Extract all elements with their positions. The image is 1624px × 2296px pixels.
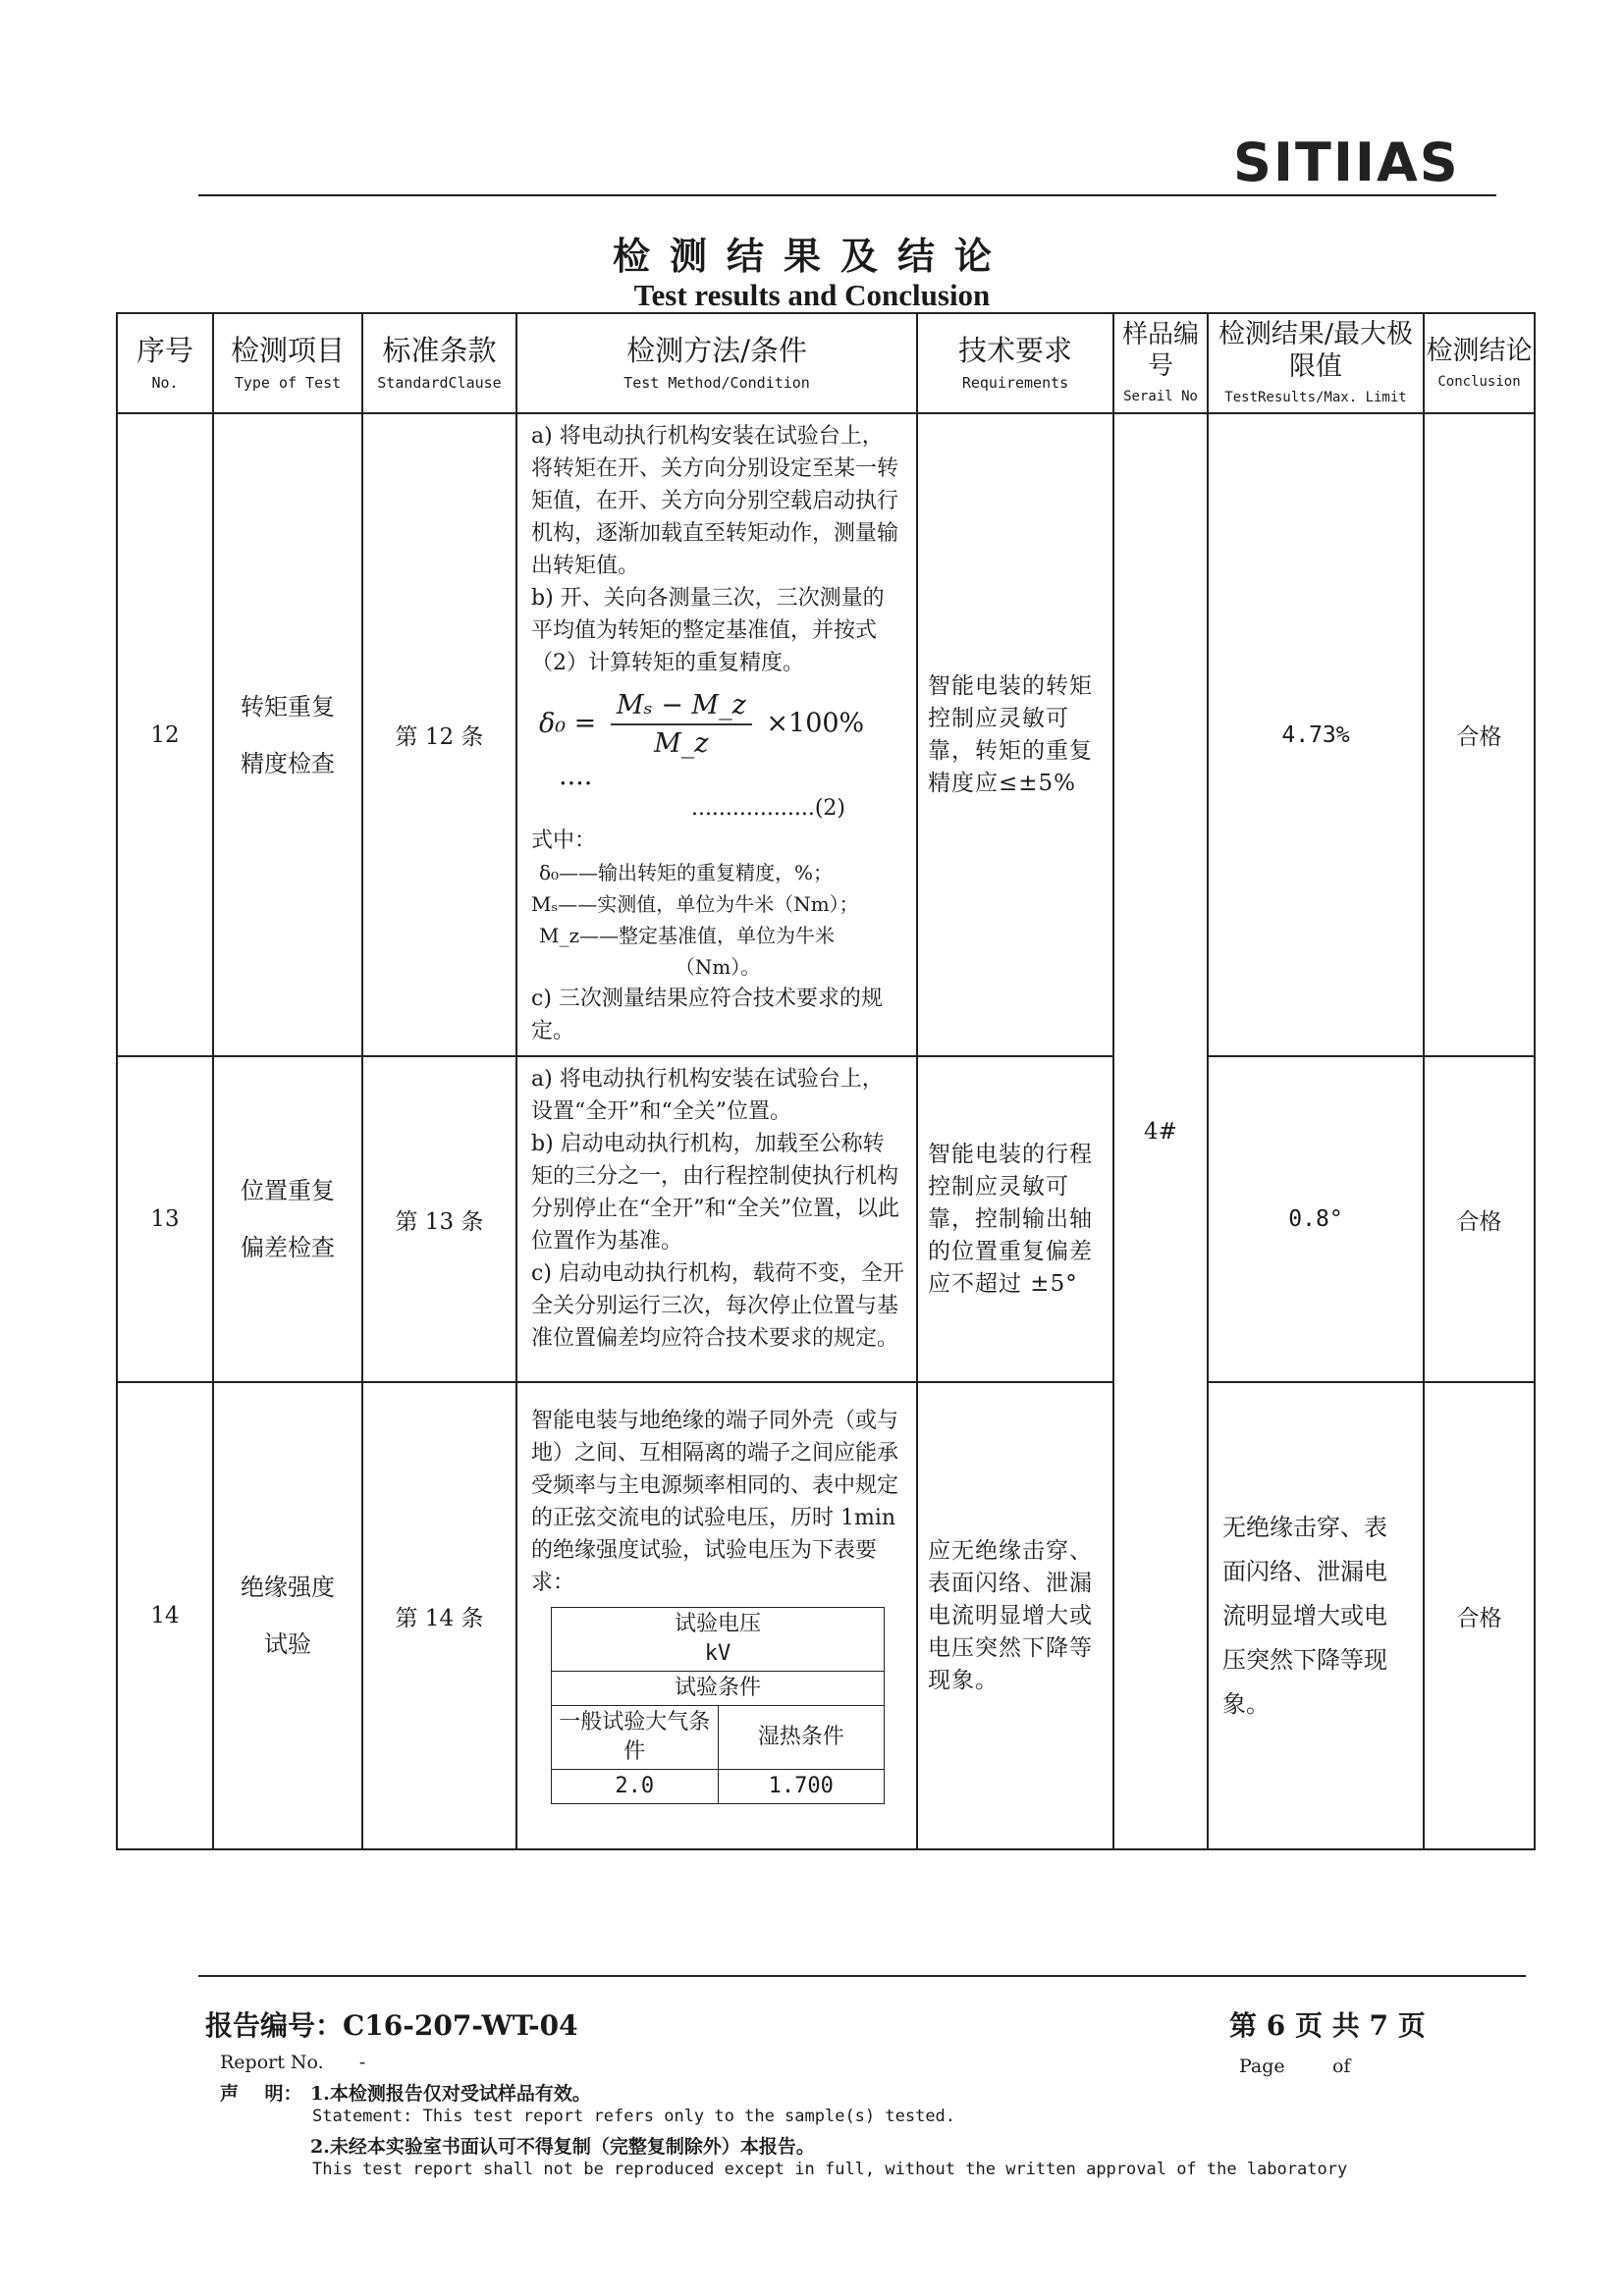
- row-result: 0.8°: [1208, 1056, 1424, 1382]
- row-clause: 第 13 条: [362, 1056, 516, 1382]
- repeatability-formula: δ₀ = $\frac{\text{Mₛ − M\_z}}{M\_z}$ ×100% ....: [539, 690, 865, 791]
- statement-note-2: 2.未经本实验室书面认可不得复制（完整复制除外）本报告。: [310, 2136, 815, 2158]
- condition-normal: 一般试验大气条件: [552, 1706, 719, 1770]
- condition-damp-heat: 湿热条件: [718, 1706, 885, 1770]
- row-conclusion: 合格: [1424, 413, 1535, 1056]
- col-requirements: 技术要求 Requirements: [917, 313, 1113, 413]
- table-header-row: [117, 313, 1535, 413]
- row-item: 位置重复偏差检查: [213, 1056, 362, 1382]
- table-row: [117, 1382, 1535, 1849]
- row-result: 4.73%: [1208, 413, 1424, 1056]
- voltage-damp-heat: 1.700: [718, 1770, 885, 1804]
- results-table: [116, 312, 1536, 1850]
- row-no: 14: [117, 1382, 213, 1849]
- statement-note-2-en: This test report shall not be reproduced except in full, without the written approval of the laboratory: [312, 2160, 1348, 2179]
- svg-text:SITIIAS: SITIIAS: [1233, 132, 1460, 192]
- row-no: 13: [117, 1056, 213, 1382]
- row-clause: 第 14 条: [362, 1382, 516, 1849]
- voltage-header: 试验电压 kV: [552, 1608, 885, 1672]
- statement-note-1: 1.本检测报告仅对受试样品有效。: [310, 2083, 591, 2105]
- sitiias-logo: [1233, 130, 1479, 192]
- col-conclusion: 检测结论 Conclusion: [1424, 313, 1535, 413]
- page-title-en: Test results and Conclusion: [633, 278, 991, 312]
- col-clause: 标准条款 StandardClause: [362, 313, 516, 413]
- report-number: 报告编号：C16-207-WT-04: [205, 2009, 578, 2042]
- col-method: 检测方法/条件 Test Method/Condition: [516, 313, 917, 413]
- row-requirement: 应无绝缘击穿、表面闪络、泄漏电流明显增大或电压突然下降等现象。: [917, 1382, 1113, 1849]
- col-item: 检测项目 Type of Test: [213, 313, 362, 413]
- condition-header: 试验条件: [552, 1672, 885, 1706]
- col-serial: 样品编号 Serail No: [1113, 313, 1208, 413]
- row-item: 绝缘强度试验: [213, 1382, 362, 1849]
- row-no: 12: [117, 413, 213, 1056]
- row-method: a) 将电动执行机构安装在试验台上，将转矩在开、关方向分别设定至某一转矩值，在开、关方向分别空载启动执行机构，逐渐加载直至转矩动作，测量输出转矩值。 b) 开、关向各测量三次，三次测量的平均值为转矩的整定基准值，并按式（2）计算转矩的重复精度。 δ₀ = $\frac{\text{Mₛ − M\_z}}{M\_z}$ ×100% .... ..................(2) 式中： δ₀——输出转矩的重复精度，%； Mₛ——实测值，单位为牛米（Nm）； M_z——整定基准值，单位为牛米 （Nm）。 c) 三次测量结果应符合技术要求的规定。: [516, 413, 917, 1056]
- row-clause: 第 12 条: [362, 413, 516, 1056]
- report-number-en: Report No. -: [220, 2052, 366, 2073]
- test-voltage-table: [551, 1607, 885, 1804]
- col-no: 序号 No.: [117, 313, 213, 413]
- row-requirement: 智能电装的行程控制应灵敏可靠，控制输出轴的位置重复偏差应不超过 ±5°: [917, 1056, 1113, 1382]
- statement-label: 声 明：: [220, 2083, 302, 2105]
- row-method: 智能电装与地绝缘的端子同外壳（或与地）之间、互相隔离的端子之间应能承受频率与主电源频率相同的、表中规定的正弦交流电的试验电压，历时 1min 的绝缘强度试验，试验电压为下表要求： 试验电压 kV 试验条件 一般试验大气条件 湿热条件 2.0 1.700: [516, 1382, 917, 1849]
- row-conclusion: 合格: [1424, 1382, 1535, 1849]
- row-conclusion: 合格: [1424, 1056, 1535, 1382]
- row-method: a) 将电动执行机构安装在试验台上，设置“全开”和“全关”位置。 b) 启动电动执行机构，加载至公称转矩的三分之一，由行程控制使执行机构分别停止在“全开”和“全关”位置，以此位置作为基准。 c) 启动电动执行机构，载荷不变，全开全关分别运行三次，每次停止位置与基准位置偏差均应符合技术要求的规定。: [516, 1056, 917, 1382]
- page-number: 第 6 页 共 7 页: [1229, 2009, 1426, 2042]
- table-row: [117, 1056, 1535, 1382]
- statement-note-1-en: Statement: This test report refers only to the sample(s) tested.: [312, 2107, 956, 2126]
- row-result: 无绝缘击穿、表面闪络、泄漏电流明显增大或电压突然下降等现象。: [1208, 1382, 1424, 1849]
- header-rule: [198, 194, 1496, 196]
- page-number-en: Page of: [1239, 2056, 1351, 2077]
- page-title-zh: 检测结果及结论: [612, 234, 1011, 278]
- col-result: 检测结果/最大极限值 TestResults/Max. Limit: [1208, 313, 1424, 413]
- footer-rule: [198, 1975, 1526, 1977]
- table-row: [117, 413, 1535, 1056]
- row-item: 转矩重复精度检查: [213, 413, 362, 1056]
- row-requirement: 智能电装的转矩控制应灵敏可靠，转矩的重复精度应≤±5%: [917, 413, 1113, 1056]
- voltage-normal: 2.0: [552, 1770, 719, 1804]
- serial-no: 4#: [1113, 413, 1208, 1849]
